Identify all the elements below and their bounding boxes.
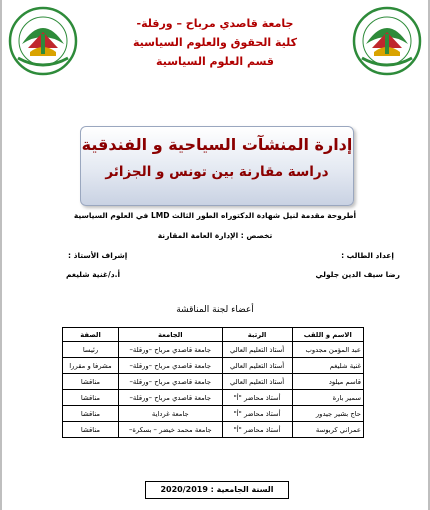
- specialty: تخصص : الإدارة العامة المقارنة: [157, 231, 273, 240]
- title-box: [80, 126, 354, 206]
- table-header-row: [63, 328, 364, 342]
- member-role: مناقشا: [63, 422, 119, 438]
- member-role: مناقشا: [63, 406, 119, 422]
- member-name: عمراني كربوسة: [292, 422, 363, 438]
- table-row: [63, 390, 364, 406]
- member-name: قاسم ميلود: [292, 374, 363, 390]
- member-university: جامعة قاصدي مرباح –ورقلة–: [119, 342, 223, 358]
- supervisor-name: أ.د/غنية شليغم: [66, 270, 121, 279]
- faculty-name: كلية الحقوق والعلوم السياسية: [132, 36, 298, 49]
- committee-table: [62, 327, 364, 438]
- table-row: [63, 422, 364, 438]
- university-name: جامعة قاصدي مرباح – ورقلة-: [136, 17, 294, 30]
- member-role: مناقشا: [63, 374, 119, 390]
- thesis-statement: أطروحة مقدمة لنيل شهادة الدكتوراه الطور الثالث LMD في العلوم السياسية: [73, 211, 357, 220]
- document-page: [2, 0, 428, 510]
- member-rank: أستاذ محاضر "أ": [222, 390, 292, 406]
- table-row: [63, 374, 364, 390]
- member-name: حاج بشير جيدور: [292, 406, 363, 422]
- member-role: مشرفا و مقررا: [63, 358, 119, 374]
- member-role: مناقشا: [63, 390, 119, 406]
- thesis-subtitle: دراسة مقارنة بين تونس و الجزائر: [105, 164, 329, 180]
- member-rank: أستاذ محاضر "أ": [222, 422, 292, 438]
- member-name: عبد المؤمن مجدوب: [292, 342, 363, 358]
- table-row: [63, 358, 364, 374]
- committee-title: أعضاء لجنة المناقشة: [176, 305, 254, 315]
- student-label: إعداد الطالب :: [341, 251, 394, 260]
- table-row: [63, 406, 364, 422]
- member-university: جامعة قاصدي مرباح –ورقلة–: [119, 374, 223, 390]
- member-university: جامعة محمد خيضر – بسكرة–: [119, 422, 223, 438]
- member-role: رئيسا: [63, 342, 119, 358]
- student-name: رضا سيف الدين جلولي: [315, 270, 400, 279]
- member-university: جامعة قاصدي مرباح –ورقلة–: [119, 390, 223, 406]
- institution-header: [2, 14, 428, 71]
- table-row: [63, 342, 364, 358]
- academic-year: السنة الجامعية : 2020/2019: [145, 481, 289, 499]
- supervisor-label: إشراف الأستاذ :: [68, 251, 128, 260]
- member-rank: أستاذ التعليم العالي: [222, 358, 292, 374]
- header-university: الجامعة: [119, 328, 223, 342]
- thesis-title: إدارة المنشآت السياحية و الفندقية: [81, 135, 353, 154]
- member-name: غنية شليغم: [292, 358, 363, 374]
- header-rank: الرتبة: [222, 328, 292, 342]
- member-rank: أستاذ التعليم العالي: [222, 342, 292, 358]
- member-university: جامعة قاصدي مرباح –ورقلة–: [119, 358, 223, 374]
- header-role: الصفة: [63, 328, 119, 342]
- member-rank: أستاذ التعليم العالي: [222, 374, 292, 390]
- department-name: قسم العلوم السياسية: [156, 55, 274, 68]
- member-university: جامعة غرداية: [119, 406, 223, 422]
- member-rank: أستاذ محاضر "أ": [222, 406, 292, 422]
- member-name: سمير بارة: [292, 390, 363, 406]
- header-name: الاسم و اللقب: [292, 328, 363, 342]
